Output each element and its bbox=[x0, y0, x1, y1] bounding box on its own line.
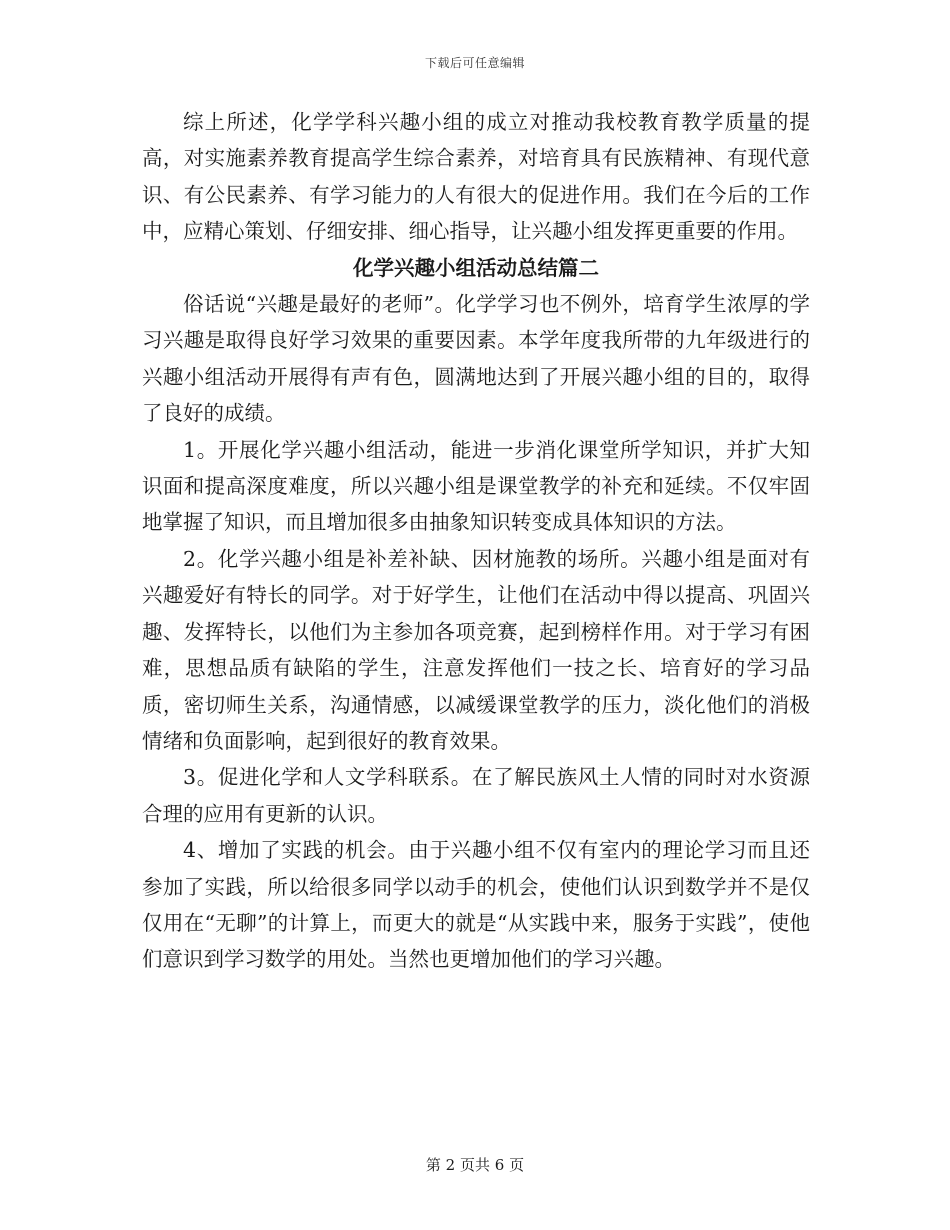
paragraph-point-1: 1。开展化学兴趣小组活动，能进一步消化课堂所学知识，并扩大知识面和提高深度难度，所以兴趣小组是课堂教学的补充和延续。不仅牢固地掌握了知识，而且增加很多由抽象知识转变成具体知识的方法。 bbox=[142, 437, 810, 535]
paragraph-summary: 综上所述，化学学科兴趣小组的成立对推动我校教育教学质量的提高，对实施素养教育提高学生综合素养，对培育具有民族精神、有现代意识、有公民素养、有学习能力的人有很大的促进作用。我们在今后的工作中，应精心策划、仔细安排、细心指导，让兴趣小组发挥更重要的作用。 bbox=[142, 110, 810, 244]
document-body bbox=[142, 104, 810, 978]
header-note: 下载后可任意编辑 bbox=[424, 56, 525, 70]
page-number: 第 2 页共 6 页 bbox=[425, 1156, 525, 1174]
paragraph-intro: 俗话说“兴趣是最好的老师”。化学学习也不例外，培育学生浓厚的学习兴趣是取得良好学习效果的重要因素。本学年度我所带的九年级进行的兴趣小组活动开展得有声有色，圆满地达到了开展兴趣小组的目的，取得了良好的成绩。 bbox=[142, 292, 810, 426]
paragraph-point-4: 4、增加了实践的机会。由于兴趣小组不仅有室内的理论学习而且还参加了实践，所以给很多同学以动手的机会，使他们认识到数学并不是仅仅用在“无聊”的计算上，而更大的就是“从实践中来，服务于实践”，使他们意识到学习数学的用处。当然也更增加他们的学习兴趣。 bbox=[142, 838, 810, 972]
section-title: 化学兴趣小组活动总结篇二 bbox=[353, 255, 599, 280]
paragraph-point-2: 2。化学兴趣小组是补差补缺、因材施教的场所。兴趣小组是面对有兴趣爱好有特长的同学。对于好学生，让他们在活动中得以提高、巩固兴趣、发挥特长，以他们为主参加各项竞赛，起到榜样作用。对于学习有困难，思想品质有缺陷的学生，注意发挥他们一技之长、培育好的学习品质，密切师生关系，沟通情感，以减缓课堂教学的压力，淡化他们的消极情绪和负面影响，起到很好的教育效果。 bbox=[142, 546, 810, 753]
paragraph-point-3: 3。促进化学和人文学科联系。在了解民族风土人情的同时对水资源合理的应用有更新的认识。 bbox=[142, 765, 810, 826]
